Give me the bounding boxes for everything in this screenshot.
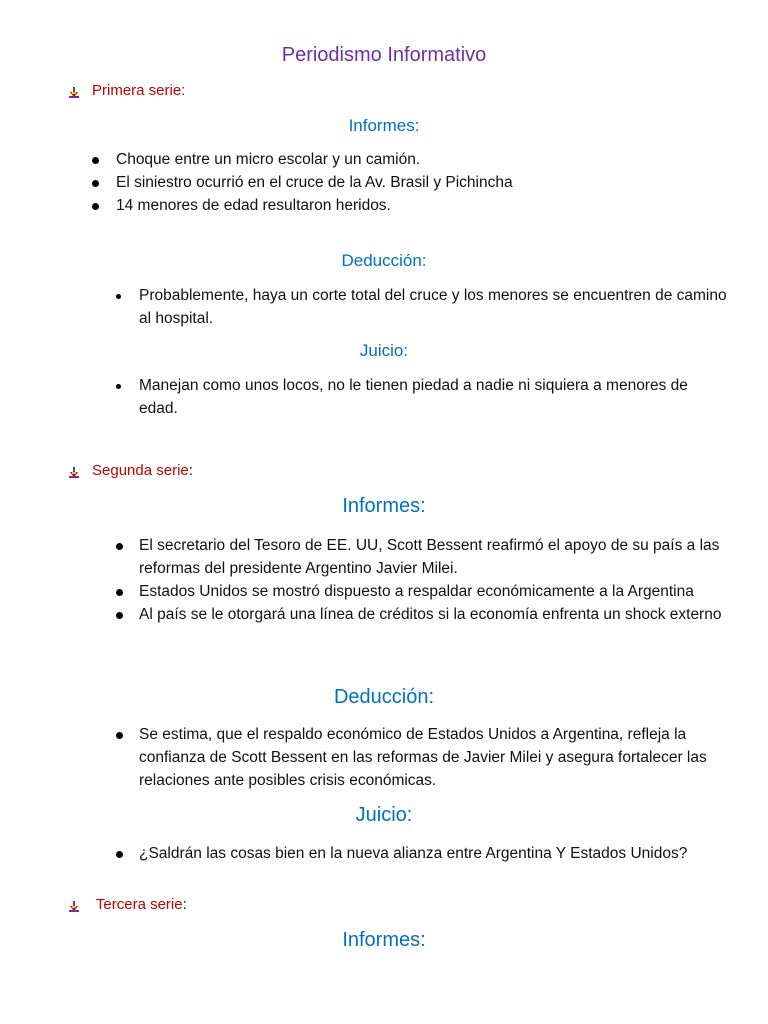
disc-bullet-icon [92, 180, 99, 187]
list-item: Se estima, que el respaldo económico de Estados Unidos a Argentina, refleja la confianza de Scott Bessent en las reformas de Javier Milei y asegura fortalecer las relaciones ante posibles crisis económicas. [139, 723, 729, 792]
disc-bullet-icon [116, 851, 123, 858]
series-1-informes-list [116, 148, 736, 217]
series-1-label-row [68, 82, 185, 99]
series-2-colon: : [188, 462, 193, 479]
series-2-juicio-heading: Juicio: [355, 804, 413, 826]
series-2-informes-heading: Informes: [342, 495, 426, 517]
series-2-deduccion-list [139, 723, 729, 792]
arrow-down-bullet-icon [68, 465, 80, 477]
list-item: 14 menores de edad resultaron heridos. [116, 194, 736, 217]
series-3-label-row [68, 896, 187, 913]
disc-bullet-icon [116, 543, 123, 550]
series-2-juicio-list [139, 842, 739, 865]
series-1-informes-heading: Informes: [348, 116, 420, 135]
series-2-label-row [68, 462, 193, 479]
list-item: Manejan como unos locos, no le tienen piedad a nadie ni siquiera a menores de edad. [139, 374, 719, 420]
disc-bullet-icon [92, 157, 99, 164]
series-1-deduccion-list [139, 284, 729, 330]
series-1-juicio-list [139, 374, 719, 420]
disc-bullet-icon [116, 612, 123, 619]
series-1-juicio-heading: Juicio: [359, 341, 409, 360]
series-3-label: Tercera serie [92, 896, 183, 913]
disc-bullet-icon [92, 203, 99, 210]
series-2-label: Segunda serie [92, 462, 189, 479]
disc-bullet-icon [116, 589, 123, 596]
list-item: Probablemente, haya un corte total del cruce y los menores se encuentren de camino al hospital. [139, 284, 729, 330]
document-title: Periodismo Informativo [281, 44, 487, 66]
list-item: ¿Saldrán las cosas bien en la nueva alianza entre Argentina Y Estados Unidos? [139, 842, 739, 865]
series-1-label: Primera serie: [92, 82, 186, 99]
list-item: Estados Unidos se mostró dispuesto a respaldar económicamente a la Argentina [139, 580, 729, 603]
series-3-colon: : [182, 896, 187, 913]
arrow-down-bullet-icon [68, 899, 80, 911]
arrow-down-bullet-icon [68, 85, 80, 97]
disc-bullet-icon [116, 294, 121, 299]
list-item: Choque entre un micro escolar y un camión. [116, 148, 736, 171]
list-item: El secretario del Tesoro de EE. UU, Scott Bessent reafirmó el apoyo de su país a las reformas del presidente Argentino Javier Milei. [139, 534, 729, 580]
list-item: Al país se le otorgará una línea de créditos si la economía enfrenta un shock externo [139, 603, 729, 626]
list-item: El siniestro ocurrió en el cruce de la Av. Brasil y Pichincha [116, 171, 736, 194]
series-2-informes-list [139, 534, 729, 626]
series-2-deduccion-heading: Deducción: [333, 686, 435, 708]
series-1-deduccion-heading: Deducción: [341, 251, 427, 270]
series-3-informes-heading: Informes: [342, 929, 426, 951]
disc-bullet-icon [116, 732, 123, 739]
disc-bullet-icon [116, 384, 121, 389]
